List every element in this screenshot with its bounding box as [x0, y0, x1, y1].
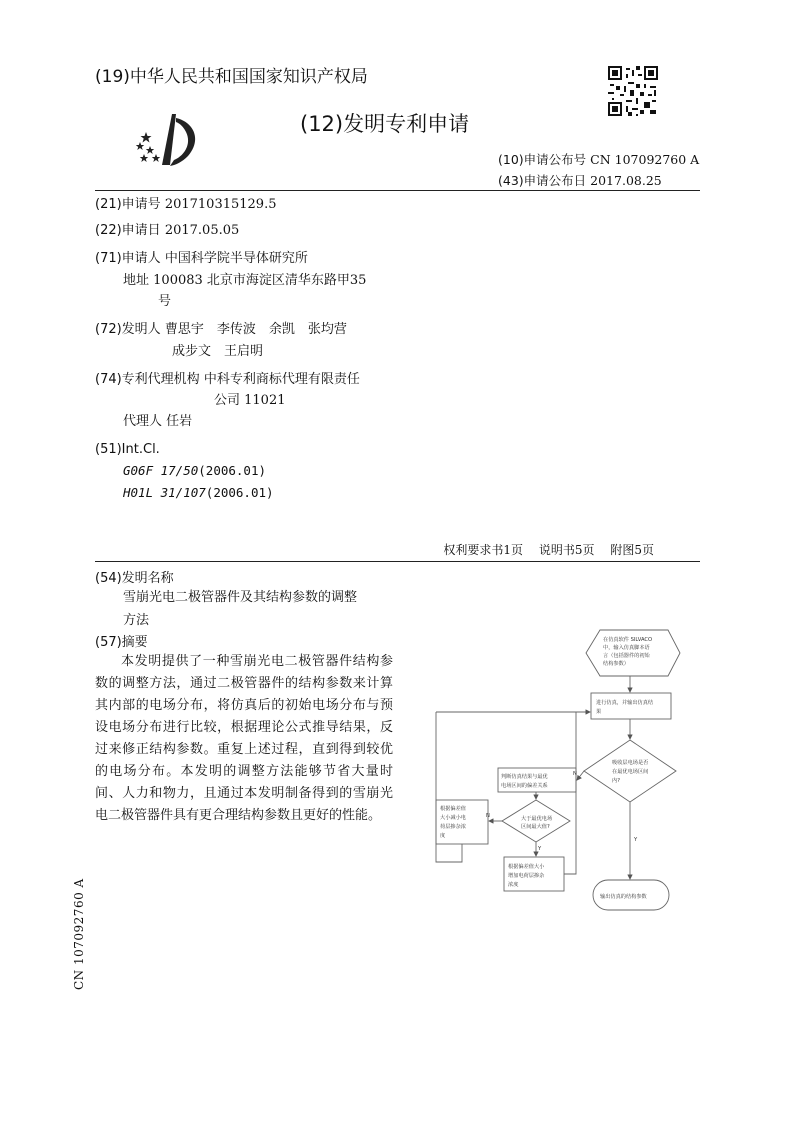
publication-number-label: (10)申请公布号: [498, 152, 587, 167]
agent-value: 任岩: [166, 414, 193, 429]
increase-text: 根据偏差值大小: [508, 864, 545, 870]
ipc-year: (2006.01): [198, 463, 266, 478]
decision2-text: 区间最大值?: [521, 824, 550, 830]
simulate-node: [591, 693, 671, 719]
ipc-year: (2006.01): [205, 485, 274, 500]
simulate-text: 果: [596, 709, 602, 715]
abstract-section-label: (57)摘要: [95, 635, 148, 650]
qr-code: [608, 66, 658, 116]
start-text: 言（包括器件的初始: [603, 653, 650, 659]
publication-number-value: CN 107092760 A: [590, 152, 700, 167]
agency-line1: 中科专利商标代理有限责任: [203, 372, 360, 387]
inventors: [95, 319, 347, 341]
address-line1: 100083 北京市海淀区清华东路甲35: [153, 273, 367, 288]
increase-text: 浓度: [508, 882, 519, 888]
start-text: 中，输入仿真脚本语: [603, 645, 650, 651]
pages-info: [431, 541, 654, 558]
application-date: [95, 220, 239, 242]
agent: [123, 411, 192, 433]
simulate-text: 进行仿真，并输出仿真结: [596, 700, 654, 706]
applicant-label: (71)申请人: [95, 251, 161, 266]
edge-label-y2: Y: [634, 837, 638, 843]
decision1-text: 吸收层电场是否: [612, 760, 649, 766]
publication-number-row: [498, 150, 699, 168]
decision2-text: 大于最优电场: [521, 816, 553, 822]
agent-label: 代理人: [123, 414, 163, 429]
start-text: 在仿真软件 SILVACO: [603, 637, 653, 643]
int-cl-label-text: (51)Int.Cl.: [95, 442, 160, 457]
invention-title-line2: 方法: [123, 613, 150, 628]
cnipa-emblem-logo: [132, 110, 207, 170]
claims-pages: 权利要求书1页: [443, 543, 524, 557]
application-number-value: 201710315129.5: [164, 197, 277, 212]
reduce-text: 荷层掺杂浓: [440, 824, 466, 830]
office-heading: (19)中华人民共和国国家知识产权局: [95, 67, 368, 87]
application-number-label: (21)申请号: [95, 197, 161, 212]
reduce-text: 根据偏差值: [440, 806, 466, 812]
judge-text: 电场区间的偏差关系: [501, 783, 548, 789]
applicant: [95, 248, 308, 270]
title-section-label: (54)发明名称: [95, 571, 174, 586]
ipc-entry: [123, 485, 274, 500]
abstract-flowchart: [428, 628, 688, 918]
publication-date-row: [498, 171, 662, 189]
inventors-line2: 成步文 王启明: [172, 344, 264, 359]
address: [123, 270, 366, 292]
judge-text: 判断仿真结果与最优: [501, 774, 548, 780]
decision1-text: 在最优电场区间: [612, 769, 649, 775]
ipc-code: H01L 31/107: [123, 485, 206, 500]
decision1-text: 内?: [612, 778, 620, 784]
agency-line2: 公司 11021: [214, 393, 286, 408]
invention-title: [123, 586, 408, 632]
abstract-text: 本发明提供了一种雪崩光电二极管器件结构参数的调整方法，通过二极管器件的结构参数来计算其内部的电场分布，将仿真后的初始电场分布与预设电场分布进行比较，根据理论公式推导结果，反过来修正结构参数。重复上述过程，直到得到较优的电场分布。本发明的调整方法能够节省大量时间、人力和物力，且通过本发明制备得到的雪崩光电二极管器件具有更合理结构参数且更好的性能。: [95, 654, 393, 823]
publication-date-label: (43)申请公布日: [498, 173, 587, 188]
reduce-text: 大小减小电: [440, 815, 466, 821]
inventors-line1: 曹思宇 李传波 余凯 张均营: [164, 322, 347, 337]
ipc-code: G06F 17/50: [123, 463, 199, 478]
document-type-heading: (12)发明专利申请: [300, 112, 470, 136]
int-cl-label: [95, 439, 160, 461]
reduce-text: 度: [440, 833, 446, 839]
applicant-value: 中国科学院半导体研究所: [164, 251, 308, 266]
body-divider: [95, 561, 700, 562]
address-label: 地址: [123, 273, 150, 288]
invention-title-line1: 雪崩光电二极管器件及其结构参数的调整: [123, 590, 358, 605]
edge-label-n1: N: [573, 771, 577, 777]
header-divider: [95, 190, 700, 191]
inventors-label: (72)发明人: [95, 322, 161, 337]
drawing-pages: 附图5页: [610, 543, 654, 557]
start-text: 结构参数）: [603, 661, 629, 667]
side-publication-number: CN 107092760 A: [72, 878, 86, 990]
publication-date-value: 2017.08.25: [590, 173, 662, 188]
application-date-label: (22)申请日: [95, 223, 161, 238]
address-line2: 号: [158, 294, 172, 309]
agency-label: (74)专利代理机构: [95, 372, 200, 387]
increase-text: 增加电荷层掺杂: [508, 873, 545, 879]
agency: [95, 369, 360, 391]
edge-label-y1: Y: [538, 846, 542, 852]
edge-label-n2: N: [486, 813, 490, 819]
description-pages: 说明书5页: [538, 543, 595, 557]
application-date-value: 2017.05.05: [164, 223, 240, 238]
application-number: [95, 194, 276, 216]
ipc-entry: [123, 463, 266, 478]
output-text: 输出仿真的结构参数: [600, 894, 647, 900]
